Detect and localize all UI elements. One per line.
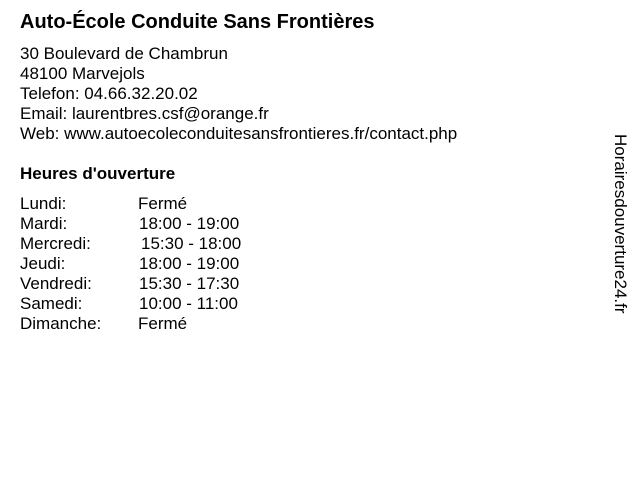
opening-hours-heading: Heures d'ouverture — [20, 164, 176, 183]
business-name: Auto-École Conduite Sans Frontières — [20, 11, 375, 33]
website-url: Web: www.autoecoleconduitesansfrontieres.fr/contact.php — [20, 124, 458, 143]
time-value: Fermé — [138, 314, 188, 333]
watermark-text: Horairesdouverture24.fr — [611, 134, 630, 314]
time-value: 18:00 - 19:00 — [139, 214, 240, 233]
day-label: Mardi: — [20, 214, 68, 233]
watermark-vertical — [612, 134, 632, 370]
day-label: Lundi: — [20, 194, 67, 213]
time-value: 15:30 - 17:30 — [139, 274, 240, 293]
time-value: 18:00 - 19:00 — [139, 254, 240, 273]
day-label: Jeudi: — [20, 254, 66, 273]
day-label: Vendredi: — [20, 274, 92, 293]
address-city: 48100 Marvejols — [20, 64, 145, 83]
time-value: 15:30 - 18:00 — [141, 234, 242, 253]
address-street: 30 Boulevard de Chambrun — [20, 44, 228, 63]
day-label: Mercredi: — [20, 234, 91, 253]
day-label: Samedi: — [20, 294, 83, 313]
time-value: Fermé — [138, 194, 188, 213]
time-value: 10:00 - 11:00 — [139, 294, 238, 313]
contact-block — [20, 44, 457, 144]
email-address: Email: laurentbres.csf@orange.fr — [20, 104, 269, 123]
day-label: Dimanche: — [20, 314, 102, 333]
phone-number: Telefon: 04.66.32.20.02 — [20, 84, 198, 103]
